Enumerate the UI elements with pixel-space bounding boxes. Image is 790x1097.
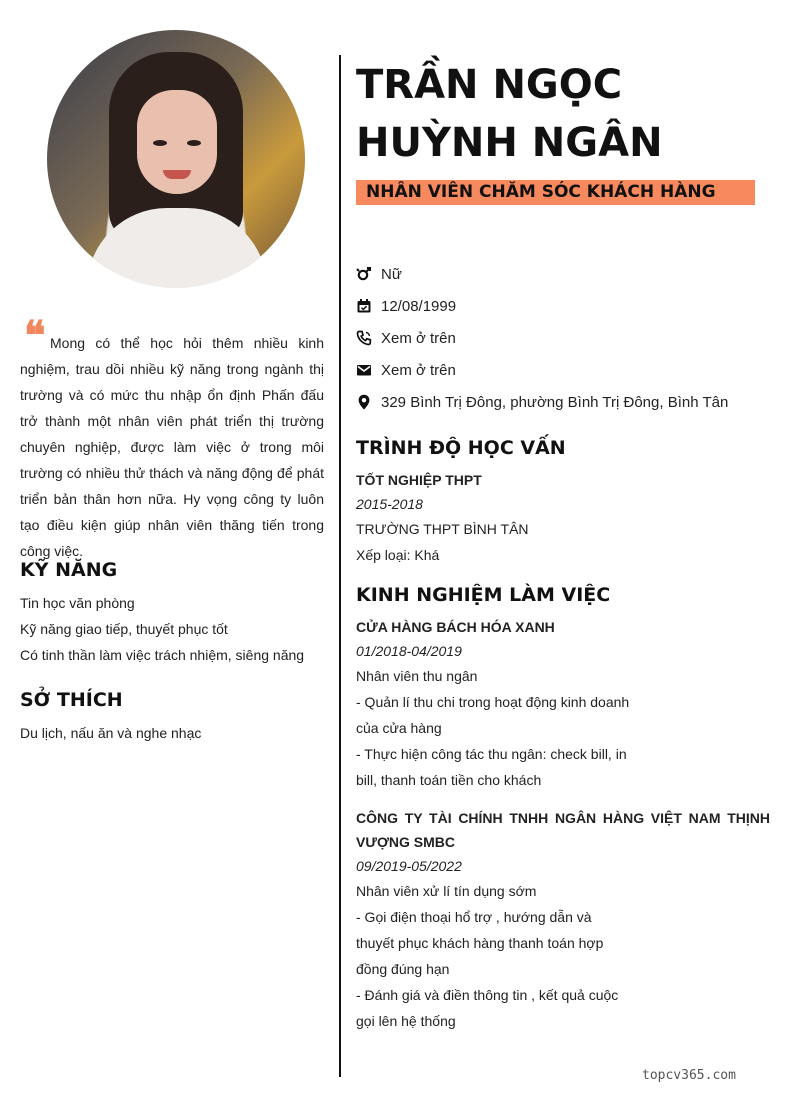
experience-company: CÔNG TY TÀI CHÍNH TNHH NGÂN HÀNG VIỆT NAM THỊNH VƯỢNG SMBC <box>356 810 770 850</box>
hobbies-heading: SỞ THÍCH <box>20 689 123 711</box>
gender-icon <box>356 266 372 282</box>
career-objective: Mong có thể học hỏi thêm nhiều kinh nghiệm, trau dồi nhiều kỹ năng trong ngành thị trường và có mức thu nhập ổn định Phấn đấu trở thành một nhân viên phát triển thị trường chuyên nghiệp, được làm việc ở trong môi trường có nhiều thử thách và năng động để phát triển bản thân hơn nữa. Hy vọng công ty luôn tạo điều kiện giúp nhân viên thăng tiến trong công việc. <box>20 335 324 559</box>
skill-item: Có tinh thần làm việc trách nhiệm, siêng năng <box>20 647 305 663</box>
contact-list <box>356 258 728 418</box>
contact-phone <box>356 322 728 354</box>
experience-period: 09/2019-05/2022 <box>356 858 462 874</box>
skill-item: Tin học văn phòng <box>20 595 135 611</box>
education-heading: TRÌNH ĐỘ HỌC VẤN <box>356 437 566 459</box>
contact-gender <box>356 258 728 290</box>
contact-address <box>356 386 728 418</box>
experience-role: Nhân viên thu ngân <box>356 668 478 684</box>
experience-entry <box>356 806 770 1034</box>
candidate-name: TRẦN NGỌC HUỲNH NGÂN <box>356 62 663 166</box>
contact-email <box>356 354 728 386</box>
photo-eye-right <box>187 140 201 146</box>
email-icon <box>356 362 372 378</box>
hobby-item: Du lịch, nấu ăn và nghe nhạc <box>20 725 202 741</box>
skills-list <box>20 590 304 668</box>
experience-heading: KINH NGHIỆM LÀM VIỆC <box>356 584 611 606</box>
experience-period: 01/2018-04/2019 <box>356 643 462 659</box>
education-entry <box>356 468 770 568</box>
phone-value: Xem ở trên <box>381 329 456 347</box>
skills-heading: KỸ NĂNG <box>20 559 118 581</box>
birthday-value: 12/08/1999 <box>381 297 457 315</box>
footer-watermark: topcv365.com <box>642 1068 736 1083</box>
contact-birthday <box>356 290 728 322</box>
job-title-banner: NHÂN VIÊN CHĂM SÓC KHÁCH HÀNG <box>356 180 755 205</box>
location-icon <box>356 394 372 410</box>
experience-details: - Gọi điện thoại hổ trợ , hướng dẫn và thuyết phục khách hàng thanh toán hợp đồng đúng hạn - Đánh giá và điền thông tin , kết quả cuộc gọi lên hệ thống <box>356 909 619 1029</box>
calendar-icon <box>356 298 372 314</box>
quote-icon: ❝ <box>24 312 46 359</box>
hobbies-list <box>20 720 201 746</box>
phone-icon <box>356 330 372 346</box>
skill-item: Kỹ năng giao tiếp, thuyết phục tốt <box>20 621 228 637</box>
photo-eye-left <box>153 140 167 146</box>
profile-photo <box>47 30 305 288</box>
experience-details: - Quản lí thu chi trong hoạt động kinh doanh của cửa hàng - Thực hiện công tác thu ngân: check bill, in bill, thanh toán tiền cho khách <box>356 694 630 788</box>
experience-entry <box>356 615 770 793</box>
education-grade: Xếp loại: Khá <box>356 547 440 563</box>
email-value: Xem ở trên <box>381 361 456 379</box>
experience-company: CỬA HÀNG BÁCH HÓA XANH <box>356 619 555 635</box>
education-degree: TỐT NGHIỆP THPT <box>356 472 482 488</box>
education-school: TRƯỜNG THPT BÌNH TÂN <box>356 521 529 537</box>
column-divider <box>339 55 341 1077</box>
gender-value: Nữ <box>381 265 402 283</box>
education-period: 2015-2018 <box>356 496 423 512</box>
experience-role: Nhân viên xử lí tín dụng sớm <box>356 883 537 899</box>
address-value: 329 Bình Trị Đông, phường Bình Trị Đông, Bình Tân <box>381 393 729 411</box>
